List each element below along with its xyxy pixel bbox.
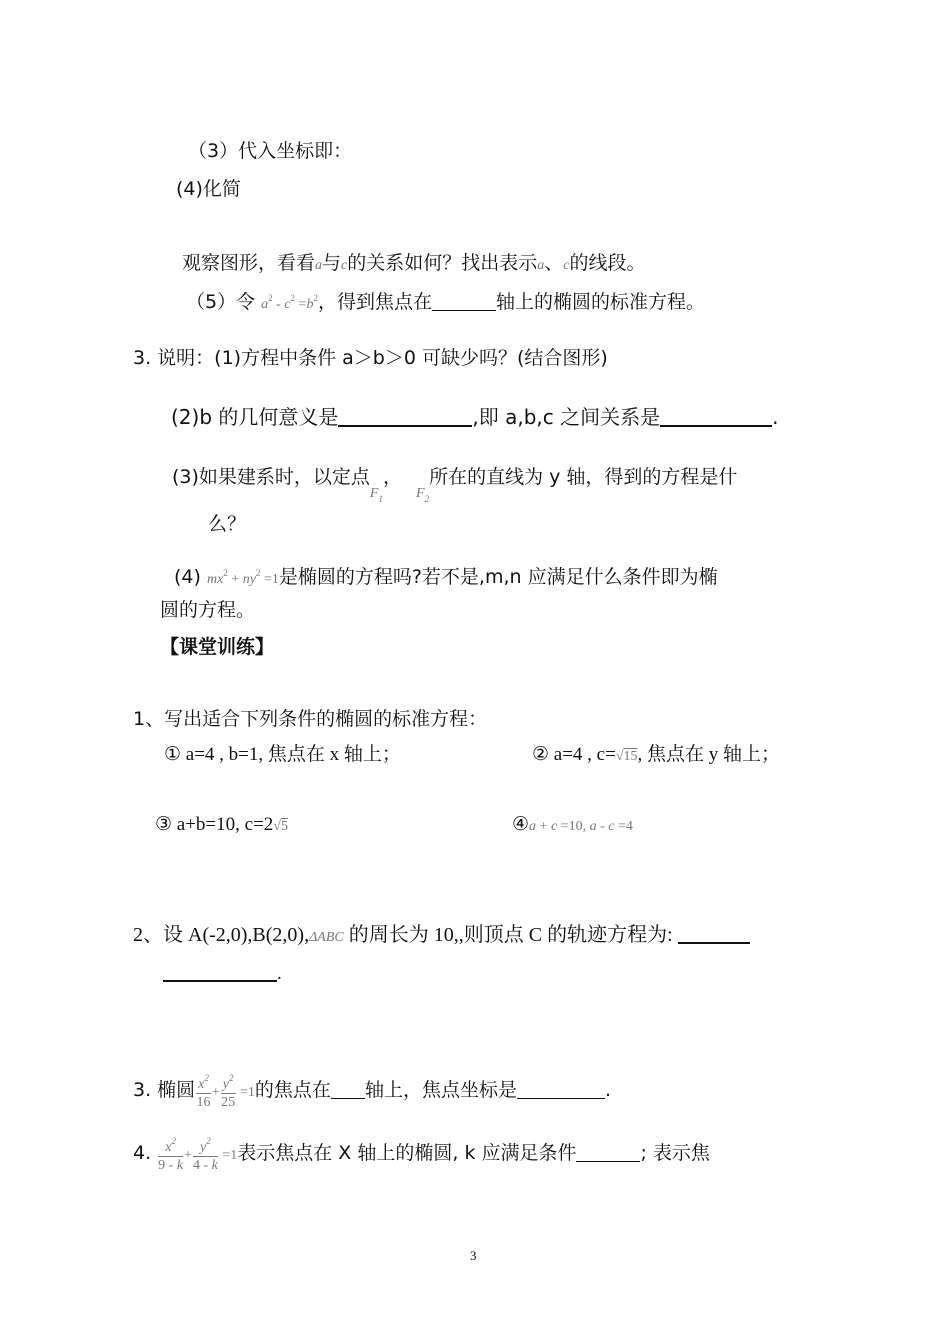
f2-symbol: F2 — [416, 486, 430, 504]
note-question-4-cont: 圆的方程。 — [160, 599, 256, 621]
f1-symbol: F1 — [369, 486, 383, 504]
exercise-4: 4. $\frac{x^2}{9 - k}$ + $\frac{y^2}{4 - k}$ =1表示焦点在 X 轴上的椭圆, k 应满足条件 ; 表示焦 — [133, 1133, 710, 1176]
exercise-1-d: ④a + c =10, a - c =4 — [512, 814, 633, 835]
exercise-2: 2、设 A(-2,0),B(2,0),ΔABC 的周长为 10,,则顶点 C 的轨迹方程为: — [133, 922, 750, 951]
fraction-y2-4-k: $\frac{y^2}{4 - k}$ — [193, 1133, 218, 1174]
blank-abc-relation — [660, 405, 772, 427]
sqrt-15: √15 — [615, 749, 638, 764]
exercise-1: 1、写出适合下列条件的椭圆的标准方程： — [133, 708, 488, 730]
observe-line: 观察图形，看看a与c的关系如何？找出表示a、c的线段。 — [182, 252, 646, 274]
fraction-y2-25: $\frac{y^2}{25}$ — [221, 1070, 236, 1111]
exercise-1-a: ① a=4 , b=1, 焦点在 x 轴上； — [164, 744, 401, 765]
blank-locus-2 — [163, 960, 277, 982]
blank-locus-1 — [678, 922, 750, 944]
sqrt-5: √5 — [273, 819, 288, 834]
blank-focus — [517, 1078, 605, 1099]
step-5: （5）令 $a^2 - c^2 =b^2$，得到焦点在 轴上的椭圆的标准方程。 — [186, 291, 705, 313]
blank-axis — [432, 290, 496, 311]
note-question-3: (3)如果建系时，以定点$_{F_1}$，$_{F_2}$所在的直线为 y 轴，得到的方程是什 — [172, 466, 738, 504]
step-3: （3）代入坐标即： — [188, 140, 353, 162]
exercise-3: 3. 椭圆 $\frac{x^2}{16}$ + $\frac{y^2}{25}$ =1的焦点在 轴上，焦点坐标是 . — [133, 1070, 611, 1113]
blank-k-condition — [576, 1141, 640, 1162]
step-4: (4)化简 — [176, 178, 241, 200]
page-number: 3 — [470, 1248, 477, 1263]
note-question-3-cont: 么？ — [208, 513, 247, 535]
fraction-x2-9-k: $\frac{x^2}{9 - k}$ — [158, 1133, 183, 1174]
blank-b-meaning — [338, 405, 472, 427]
equation-mx2-ny2: $mx^2 + ny^2 =1$ — [206, 568, 279, 587]
triangle-abc: ΔABC — [309, 930, 344, 945]
exercise-2-cont: . — [163, 960, 282, 987]
note-question-4: (4) $mx^2 + ny^2 =1$是椭圆的方程吗?若不是,m,n 应满足什么条件即为椭 — [174, 566, 718, 588]
fraction-x2-16: $\frac{x^2}{16}$ — [196, 1070, 211, 1111]
note-question-2: (2)b 的几何意义是 ,即 a,b,c 之间关系是 . — [171, 405, 779, 429]
exercise-1-b: ② a=4 , c=√15, 焦点在 y 轴上； — [532, 744, 781, 765]
note-question-1: 3. 说明：(1)方程中条件 a＞b＞0 可缺少吗？(结合图形) — [133, 347, 608, 369]
equation-a2-c2-b2: $a^2 - c^2 =b^2$ — [261, 293, 318, 312]
section-heading: 【课堂训练】 — [160, 636, 275, 658]
exercise-1-c: ③ a+b=10, c=2√5 — [155, 814, 288, 835]
equation-a-plus-c: a + c =10, a - c =4 — [529, 819, 633, 834]
blank-axis-3 — [331, 1078, 365, 1099]
